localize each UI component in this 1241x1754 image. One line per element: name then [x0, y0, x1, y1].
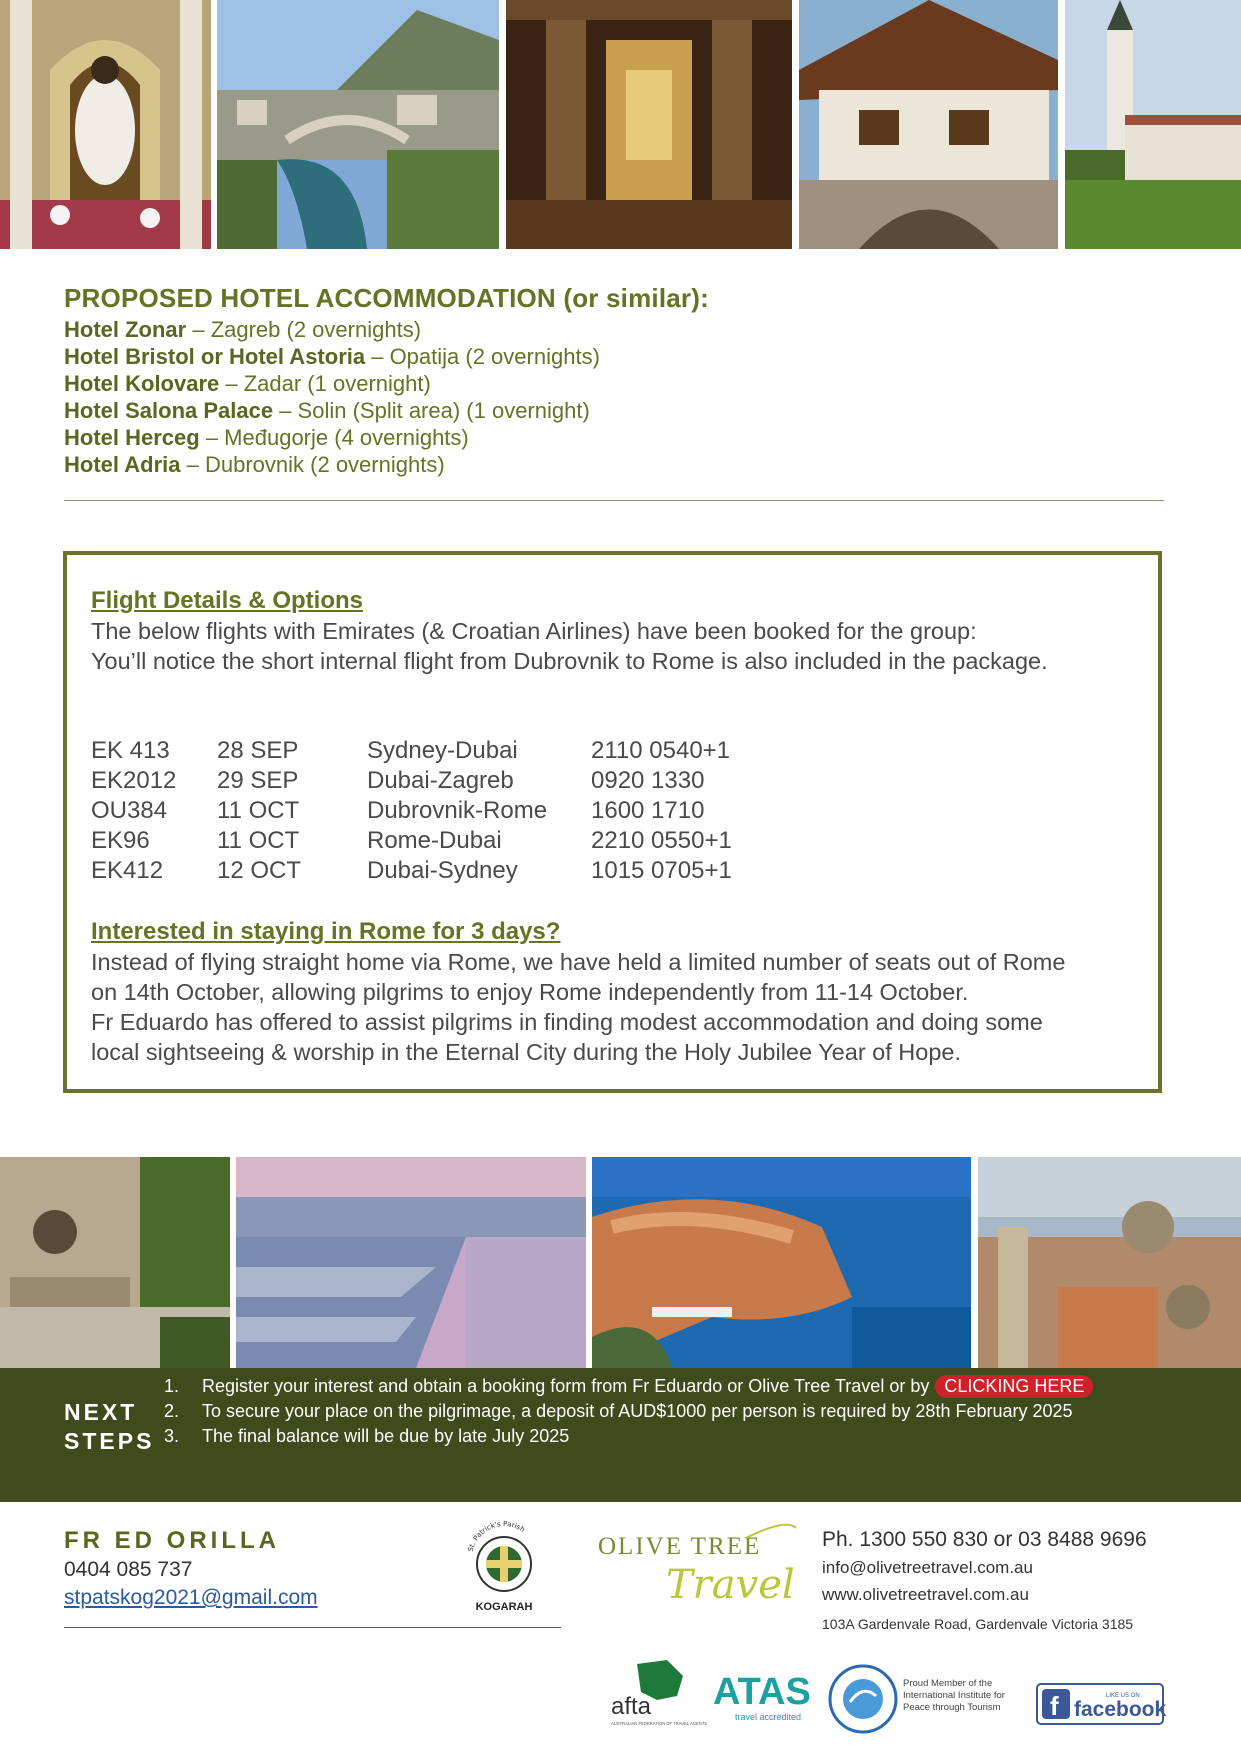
- rome-line: on 14th October, allowing pilgrims to enjoy Rome independently from 11-14 October.: [91, 979, 969, 1005]
- table-row: [91, 736, 732, 766]
- section-divider: [64, 500, 1164, 501]
- flight-route: Dubai-Zagreb: [367, 767, 514, 794]
- hotel-detail: – Međugorje (4 overnights): [199, 425, 469, 450]
- hotel-item: [64, 370, 1164, 397]
- photo-sea-organ-steps: [236, 1157, 586, 1368]
- rome-line: Fr Eduardo has offered to assist pilgrims in finding modest accommodation and doing some: [91, 1009, 1043, 1035]
- hotel-detail: – Dubrovnik (2 overnights): [180, 452, 445, 477]
- flight-details-box: [63, 551, 1162, 1093]
- flight-table: [91, 736, 732, 886]
- step-text: The final balance will be due by late July 2025: [202, 1426, 570, 1446]
- flight-date: 28 SEP: [217, 737, 299, 764]
- rome-line: Instead of flying straight home via Rome, we have held a limited number of seats out of Rome: [91, 949, 1066, 975]
- flight-route: Rome-Dubai: [367, 827, 502, 854]
- olive-logo-word: OLIVE TREE: [598, 1533, 762, 1560]
- flight-date: 29 SEP: [217, 767, 299, 794]
- photo-old-house: [799, 0, 1058, 249]
- clicking-here-button[interactable]: CLICKING HERE: [935, 1375, 1093, 1398]
- facebook-wordmark: facebook: [1074, 1698, 1167, 1721]
- table-row: [91, 826, 732, 856]
- agency-email-link[interactable]: info@olivetreetravel.com.au: [822, 1558, 1033, 1577]
- hotel-name: Hotel Bristol or Hotel Astoria: [64, 344, 366, 369]
- atas-subtext: travel accredited: [735, 1712, 802, 1722]
- contact-divider: [64, 1627, 561, 1628]
- table-row: [91, 796, 732, 826]
- atas-wordmark: ATAS: [713, 1671, 811, 1713]
- flight-date: 12 OCT: [217, 857, 302, 884]
- hotel-detail: – Zadar (1 overnight): [219, 371, 431, 396]
- photo-mostar-bridge: [217, 0, 499, 249]
- agency-contact: [822, 1526, 1147, 1634]
- flight-times: 2210 0550+1: [591, 827, 732, 854]
- flight-times: 1015 0705+1: [591, 857, 732, 884]
- next-steps-label: [64, 1398, 154, 1456]
- hotel-detail: – Opatija (2 overnights): [365, 344, 600, 369]
- hotel-detail: – Solin (Split area) (1 overnight): [273, 398, 590, 423]
- svg-text:f: f: [1050, 1691, 1059, 1721]
- flight-number: EK 413: [91, 737, 170, 764]
- hotel-item: [64, 397, 1164, 424]
- rome-option: [91, 917, 1141, 1067]
- olive-logo-script: Travel: [666, 1562, 795, 1608]
- step-number: 1.: [164, 1376, 180, 1396]
- hotel-name: Hotel Salona Palace: [64, 398, 274, 423]
- hotel-detail: – Zagreb (2 overnights): [186, 317, 422, 342]
- facebook-badge[interactable]: [1036, 1683, 1167, 1725]
- flight-date: 11 OCT: [217, 797, 300, 824]
- priest-contact: [64, 1526, 318, 1612]
- photo-madonna-shrine: [0, 0, 211, 249]
- hotel-name: Hotel Herceg: [64, 425, 200, 450]
- parish-logo: [462, 1514, 546, 1620]
- list-item: [164, 1374, 1093, 1399]
- olive-tree-travel-logo: [596, 1508, 806, 1618]
- photo-dubrovnik-cathedral: [978, 1157, 1241, 1368]
- contact-name: FR ED ORILLA: [64, 1527, 280, 1554]
- flight-number: EK2012: [91, 767, 177, 794]
- hotel-name: Hotel Zonar: [64, 317, 187, 342]
- rome-heading: Interested in staying in Rome for 3 days?: [91, 918, 561, 945]
- flight-heading: Flight Details & Options: [91, 587, 364, 614]
- flight-route: Dubrovnik-Rome: [367, 797, 548, 824]
- list-item: [164, 1399, 1093, 1424]
- contact-phone: 0404 085 737: [64, 1558, 193, 1581]
- iipt-logo: [828, 1664, 898, 1734]
- step-text: To secure your place on the pilgrimage, a deposit of AUD$1000 per person is required by 28th February 2025: [202, 1401, 1073, 1421]
- flight-times: 1600 1710: [591, 797, 705, 824]
- hotel-item: [64, 316, 1164, 343]
- hotel-section-title: PROPOSED HOTEL ACCOMMODATION (or similar):: [64, 283, 709, 313]
- atas-logo: [711, 1666, 811, 1728]
- afta-wordmark: afta: [611, 1693, 652, 1720]
- parish-logo-text: KOGARAH: [475, 1601, 533, 1613]
- flight-times: 2110 0540+1: [591, 737, 731, 764]
- flight-number: EK412: [91, 857, 164, 884]
- hotel-name: Hotel Kolovare: [64, 371, 220, 396]
- next-steps-band: [0, 1368, 1241, 1502]
- contact-email-link[interactable]: stpatskog2021@gmail.com: [64, 1586, 318, 1609]
- photo-church-tower: [1065, 0, 1241, 249]
- next-steps-list: [164, 1374, 1093, 1449]
- hotel-accommodation-section: [64, 282, 1164, 478]
- iipt-membership-text: Proud Member of the International Institute for Peace through Tourism: [903, 1678, 1005, 1713]
- afta-logo: [607, 1656, 708, 1732]
- agency-website-link[interactable]: www.olivetreetravel.com.au: [822, 1585, 1029, 1604]
- list-item: [164, 1424, 1093, 1449]
- hotel-item: [64, 424, 1164, 451]
- photo-monastery-cloister: [0, 1157, 230, 1368]
- photo-cathedral-interior: [506, 0, 792, 249]
- next-steps-label-line: NEXT: [64, 1399, 138, 1425]
- step-text: Register your interest and obtain a booking form from Fr Eduardo or Olive Tree Travel or by: [202, 1376, 930, 1396]
- flight-date: 11 OCT: [217, 827, 300, 854]
- hotel-item: [64, 451, 1164, 478]
- step-number: 3.: [164, 1426, 180, 1446]
- hotel-name: Hotel Adria: [64, 452, 181, 477]
- flight-times: 0920 1330: [591, 767, 705, 794]
- agency-address: 103A Gardenvale Road, Gardenvale Victoria 3185: [822, 1616, 1134, 1632]
- flight-intro-line: The below flights with Emirates (& Croatian Airlines) have been booked for the group:: [91, 618, 977, 644]
- flight-route: Dubai-Sydney: [367, 857, 518, 884]
- flight-number: OU384: [91, 797, 168, 824]
- rome-line: local sightseeing & worship in the Eternal City during the Holy Jubilee Year of Hope.: [91, 1039, 962, 1065]
- hotel-item: [64, 343, 1164, 370]
- facebook-like-text: LIKE US ON: [1106, 1693, 1140, 1699]
- afta-subtext: AUSTRALIAN FEDERATION OF TRAVEL AGENTS: [611, 1721, 708, 1726]
- agency-phone: Ph. 1300 550 830 or 03 8488 9696: [822, 1528, 1147, 1551]
- table-row: [91, 766, 732, 796]
- photo-dubrovnik-old-town: [592, 1157, 971, 1368]
- step-number: 2.: [164, 1401, 180, 1421]
- flight-route: Sydney-Dubai: [367, 737, 518, 764]
- parish-logo-arc-text: St. Patrick's Parish: [466, 1519, 527, 1553]
- table-row: [91, 856, 732, 886]
- flight-intro-line: You’ll notice the short internal flight from Dubrovnik to Rome is also included in the package.: [91, 648, 1048, 674]
- flight-number: EK96: [91, 827, 150, 854]
- next-steps-label-line: STEPS: [64, 1428, 155, 1454]
- flight-intro: [91, 586, 1141, 676]
